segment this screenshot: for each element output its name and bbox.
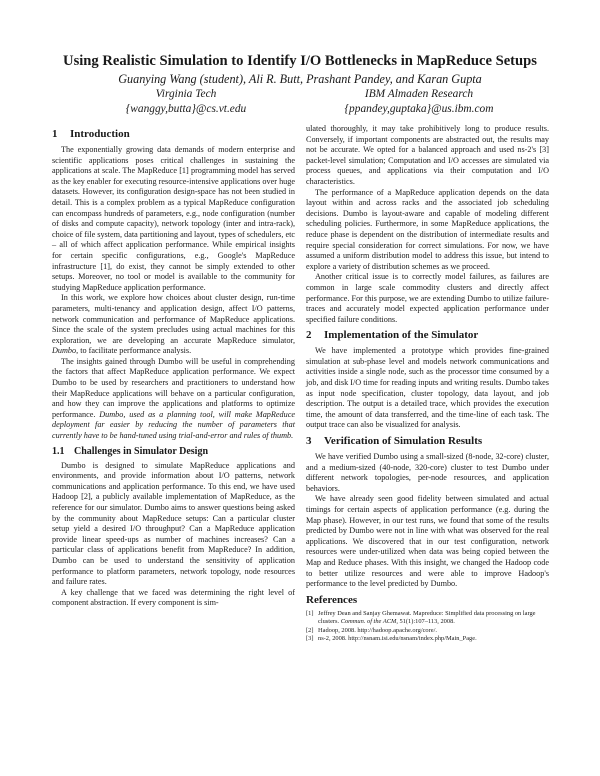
references-heading: References [306, 593, 358, 606]
reference-item [306, 610, 549, 627]
subsection-number: 1.1 [52, 445, 65, 457]
text-run-italic: Dumbo, used as a planning tool, will make MapReduce deployment far easier by reducing the number of parameters that currently have to be hand-tuned using trial-and-error and rules of thumb. [52, 409, 295, 441]
reference-text [318, 627, 549, 635]
paragraph: The performance of a MapReduce application depends on the data layout within and across racks and the associated job scheduling decisions. Dumbo is layout-aware and capable of modeling different scheduling policies. Furthermore, in some MapReduce applications, the reduce phase is dependent on the distribution of intermediate results and require special consideration for correct simulations. For now, we have assumed a uniform distribution model to address this issue, but intend to explore a variety of distribution schemes as we proceed. [306, 187, 549, 271]
paragraph: Another critical issue is to correctly model failures, as failures are common in large scale commodity clusters and directly affect performance. For this purpose, we are extending Dumbo to utilize failure-traces and accurately model expected application performance under specified failure conditions. [306, 272, 549, 324]
text-run-italic: Dumbo [52, 346, 77, 356]
section-heading-implementation [306, 329, 549, 342]
reference-number: [1] [306, 609, 314, 617]
text-run: , 51(1):107–113, 2008. [396, 618, 455, 626]
paragraph: Dumbo is designed to simulate MapReduce applications and environments, and provide information about I/O patterns, network communications and application performance. To this end, we have used Hadoop [2], a publicly available implementation of MapReduce, as the reference for our simulator. Dumbo aims to answer questions being asked by the community about MapReduce setups: Can a particular cluster setup yield a desired I/O throughput? Can a MapReduce application provide linear speed-ups as number of machines increases? Can a particular class of applications benefit from MapReduce? In addition, Dumbo can be used to understand the sensitivity of application performance to platform parameters, network topology, node resources and failure rates. [52, 460, 295, 587]
subsection-title: Challenges in Simulator Design [74, 445, 208, 457]
subsection-heading-challenges [52, 446, 295, 458]
reference-text [318, 610, 549, 627]
section-title: Introduction [70, 128, 130, 140]
reference-number: [2] [306, 626, 314, 634]
section-title: Implementation of the Simulator [324, 329, 479, 342]
left-column [52, 124, 295, 609]
paragraph: The exponentially growing data demands of modern enterprise and scientific applications poses critical challenges in sustaining the applications at scale. The MapReduce [1] programming model has served as the key enabler for executing resource-intensive applications over huge datasets. However, its configuration design-space has not been studied in detail. This is a complex problem as a typical MapReduce configuration can encompass hundreds of parameters, e.g., node configuration (number of disks and compute capacity), network topology (inter and intra-rack), choice of file system, data partitioning and layout, types of schedulers, etc – all of which affect application performance. While empirical insights for certain specific configurations, e.g., Google's MapReduce infrastructure [1], do exist, they cannot be simply extended to other setups. Moreover, no tool or model is available to the community for studying MapReduce application performance. [52, 145, 295, 292]
paragraph: A key challenge that we faced was determining the right level of component abstraction. If every component is sim- [52, 587, 295, 608]
affiliation-left: Virginia Tech [155, 88, 217, 100]
paragraph: We have verified Dumbo using a small-sized (8-node, 32-core) cluster, and a medium-sized (40-node, 320-core) cluster to test Dumbo under different network topologies, per-node resources, and application behaviors. [306, 452, 549, 493]
reference-list [306, 610, 549, 644]
reference-text [318, 635, 549, 643]
text-run: In this work, we explore how choices about cluster design, run-time parameters, multi-tenancy and application design, affect I/O patterns, network communication and performance of MapReduce applications. Since the scale of the system precludes using actual machines for this exploration, we are developing an accurate MapReduce simulator, [52, 293, 295, 345]
text-run-italic: Commun. of the ACM [340, 618, 397, 626]
text-run: ns-2, 2008. http://nsnam.isi.edu/nsnam/index.php/Main_Page. [318, 634, 477, 642]
section-title: Verification of Simulation Results [324, 435, 483, 448]
text-run: Jeffrey Dean and Sanjay Ghemawat. Mapreduce: Simplified data processing on large clusters. [318, 609, 536, 626]
paragraph: ulated thoroughly, it may take prohibitively long to produce results. Conversely, if important components are abstracted out, the results may not be accurate. We opted for a balanced approach and used ns-2's [3] packet-level simulation; Computation and I/O accesses are simulated via process queues, and applications via their computation and I/O characteristics. [306, 124, 549, 186]
section-number: 1 [52, 128, 58, 140]
right-column [306, 124, 549, 643]
reference-number: [3] [306, 634, 314, 642]
text-run: The insights gained through Dumbo will be useful in comprehending the factors that affect MapReduce application performance. We expect Dumbo to be used by researchers and practitioners to understand how their MapReduce applications will behave on a particular configuration, and how they can improve the applications and platforms to optimize performance. [52, 356, 295, 419]
paragraph [52, 357, 295, 442]
paragraph: We have implemented a prototype which provides fine-grained simulation at sub-phase level and models network communications and activities inside a single node, such as the processor time consumed by a job, and disk I/O time for reading inputs and writing results. Dumbo takes as input node specification, cluster topology, data layout, and job description. The output is a detailed trace, which provides the execution time, the amount of data transferred, and the time-line of each task. The output trace can also be visualized for analysis. [306, 346, 549, 430]
paragraph: We have already seen good fidelity between simulated and actual timings for certain aspects of application performance (e.g. during the Map phase). However, in our test runs, we found that some of the results predicted by Dumbo were not in line with what was observed for the real applications. We discovered that in our test configuration, network resources were under-utilized when data was being copied between the Map and Reduce phases. With this insight, we changed the Hadoop code to better utilize resources and were able to improve Hadoop's performance to the level predicted by Dumbo. [306, 494, 549, 589]
reference-item [306, 627, 549, 635]
section-number: 3 [306, 435, 312, 448]
text-run: Hadoop, 2008. http://hadoop.apache.org/core/. [318, 626, 437, 634]
reference-item [306, 635, 549, 643]
author-list: Guanying Wang (student), Ali R. Butt, Prashant Pandey, and Karan Gupta [118, 72, 482, 86]
text-run: , to facilitate performance analysis. [76, 346, 192, 356]
section-heading-introduction [52, 128, 295, 141]
affiliation-right: IBM Almaden Research [364, 88, 474, 100]
email-left: {wanggy,butta}@cs.vt.edu [125, 103, 247, 115]
paper-title: Using Realistic Simulation to Identify I/O Bottlenecks in MapReduce Setups [63, 53, 537, 69]
email-right: {ppandey,guptaka}@us.ibm.com [344, 103, 494, 115]
section-heading-verification [306, 435, 549, 448]
section-number: 2 [306, 329, 312, 342]
paragraph [52, 293, 295, 357]
